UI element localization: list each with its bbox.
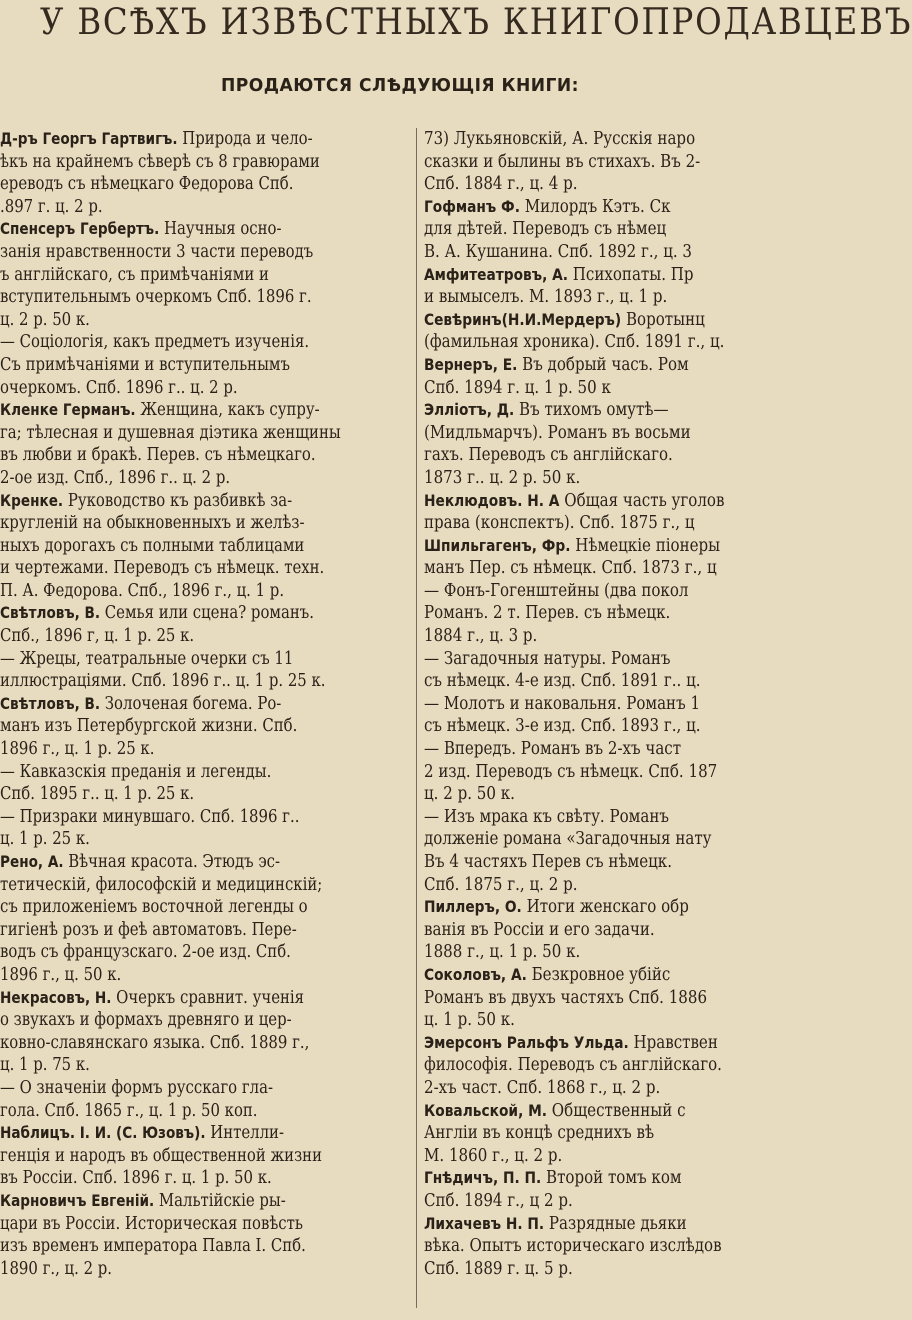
catalog-line xyxy=(424,490,747,513)
catalog-line xyxy=(0,354,350,377)
catalog-line xyxy=(0,625,350,648)
catalog-line xyxy=(424,535,747,558)
catalog-line xyxy=(424,1145,747,1168)
entry-text: Безкровное убійс xyxy=(526,964,671,985)
entry-text: 1896 г., ц. 50 к. xyxy=(0,964,122,985)
entry-text: Психопаты. Пр xyxy=(568,264,694,285)
entry-text: манъ изъ Петербургской жизни. Спб. xyxy=(0,716,298,737)
catalog-line xyxy=(0,490,350,513)
entry-text: въ любви и бракѣ. Перев. съ нѣмецкаго. xyxy=(0,445,316,466)
catalog-line xyxy=(424,173,747,196)
entry-text: съ нѣмецк. 3-е изд. Спб. 1893 г., ц. xyxy=(424,716,701,737)
catalog-line xyxy=(424,693,747,716)
catalog-line xyxy=(424,625,747,648)
entry-text: 2-ое изд. Спб., 1896 г.. ц. 2 р. xyxy=(0,467,231,488)
entry-text: изъ временъ императора Павла І. Спб. xyxy=(0,1236,306,1257)
entry-text: о звукахъ и формахъ древняго и цер- xyxy=(0,1010,292,1031)
catalog-line xyxy=(424,444,747,467)
entry-text: кругленій на обыкновенныхъ и желѣз- xyxy=(0,513,305,534)
catalog-line xyxy=(0,309,350,332)
author-name: Шпильгагенъ, Фр. xyxy=(424,535,571,555)
catalog-line xyxy=(0,738,350,761)
catalog-line xyxy=(0,828,350,851)
catalog-line xyxy=(424,964,747,987)
catalog-line xyxy=(424,987,747,1010)
catalog-line xyxy=(424,1077,747,1100)
catalog-line xyxy=(424,1032,747,1055)
catalog-line xyxy=(424,738,747,761)
author-name: Кренке. xyxy=(0,490,64,510)
entry-text: — Фонъ-Гогенштейны (два покол xyxy=(424,580,689,601)
entry-text: Спб. 1884 г., ц. 4 р. xyxy=(424,174,578,195)
entry-text: — Призраки минувшаго. Спб. 1896 г.. xyxy=(0,806,300,827)
author-name: Вернеръ, Е. xyxy=(424,354,518,374)
entry-text: Вѣчная красота. Этюдъ эс- xyxy=(63,852,281,872)
catalog-line xyxy=(0,851,350,874)
catalog-line xyxy=(0,1258,350,1281)
catalog-line xyxy=(0,557,350,580)
catalog-line xyxy=(424,309,747,332)
catalog-line xyxy=(424,377,747,400)
author-name: Наблицъ. І. И. (С. Юзовъ). xyxy=(0,1123,206,1143)
catalog-line xyxy=(0,399,350,422)
author-name: Севѣринъ(Н.И.Мердеръ) xyxy=(424,309,622,329)
entry-text: В. А. Кушанина. Спб. 1892 г., ц. 3 xyxy=(424,241,693,262)
catalog-line xyxy=(0,693,350,716)
entry-text: ц. 2 р. 50 к. xyxy=(424,784,515,805)
catalog-line xyxy=(0,648,350,671)
entry-text: Романъ въ двухъ частяхъ Спб. 1886 xyxy=(424,987,708,1008)
entry-text: ъ англійскаго, съ примѣчаніями и xyxy=(0,264,269,285)
catalog-line xyxy=(424,196,747,219)
entry-text: долженіе романа «Загадочныя нату xyxy=(424,829,712,850)
catalog-line xyxy=(424,783,747,806)
entry-text: ванія въ Россіи и его задачи. xyxy=(424,919,655,940)
page-header: У ВСѢХЪ ИЗВѢСТНЫХЪ КНИГОПРОДАВЦЕВЪ xyxy=(40,2,912,43)
entry-text: ѣкъ на крайнемъ сѣверѣ съ 8 гравюрами xyxy=(0,151,320,172)
entry-text: цари въ Россіи. Историческая повѣсть xyxy=(0,1213,303,1234)
catalog-line xyxy=(0,264,350,287)
catalog-line xyxy=(0,761,350,784)
catalog-line xyxy=(0,783,350,806)
catalog-line xyxy=(0,444,350,467)
catalog-line xyxy=(424,670,747,693)
entry-text: — О значеніи формъ русскаго гла- xyxy=(0,1077,273,1098)
catalog-line xyxy=(424,919,747,942)
entry-text: Спб. 1894 г., ц 2 р. xyxy=(424,1190,573,1211)
entry-text: гигіенѣ розъ и феѣ автоматовъ. Пере- xyxy=(0,919,297,940)
catalog-line xyxy=(0,173,350,196)
catalog-line xyxy=(0,1213,350,1236)
entry-text: — Жрецы, театральные очерки съ 11 xyxy=(0,648,294,669)
author-name: Ковальской, М. xyxy=(424,1100,548,1120)
catalog-line xyxy=(424,828,747,851)
catalog-line xyxy=(0,535,350,558)
entry-text: вступительнымъ очеркомъ Спб. 1896 г. xyxy=(0,287,312,308)
catalog-line xyxy=(424,218,747,241)
entry-text: Милордъ Кэтъ. Ск xyxy=(519,196,671,217)
entry-text: Спб. 1894 г. ц. 1 р. 50 к xyxy=(424,377,611,398)
entry-text: Спб., 1896 г, ц. 1 р. 25 к. xyxy=(0,626,195,647)
catalog-line xyxy=(424,851,747,874)
entry-text: Второй томъ ком xyxy=(541,1168,682,1189)
catalog-line xyxy=(424,1190,747,1213)
entry-text: Воротынц xyxy=(621,309,705,330)
entry-text: Съ примѣчаніями и вступительнымъ xyxy=(0,354,290,375)
catalog-line xyxy=(424,557,747,580)
entry-text: Женщина, какъ супру- xyxy=(135,400,320,421)
entry-text: Нравствен xyxy=(628,1032,718,1053)
entry-text: П. А. Федорова. Спб., 1896 г., ц. 1 р. xyxy=(0,580,285,601)
catalog-line xyxy=(0,1122,350,1145)
catalog-line xyxy=(424,422,747,445)
entry-text: Руководство къ разбивкѣ за- xyxy=(63,490,293,511)
entry-text: иллюстраціями. Спб. 1896 г.. ц. 1 р. 25 к. xyxy=(0,671,326,692)
author-name: Д-ръ Георгъ Гартвигъ. xyxy=(0,129,178,148)
catalog-line xyxy=(424,874,747,897)
entry-text: 1888 г., ц. 1 р. 50 к. xyxy=(424,942,581,963)
entry-text: занія нравственности 3 части переводъ xyxy=(0,241,314,262)
author-name: Свѣтловъ, В. xyxy=(0,693,101,713)
author-name: Лихачевъ Н. П. xyxy=(424,1213,545,1233)
entry-text: манъ Пер. съ нѣмецк. Спб. 1873 г., ц xyxy=(424,558,717,579)
catalog-line xyxy=(0,377,350,400)
entry-text: 1873 г.. ц. 2 р. 50 к. xyxy=(424,467,581,488)
column-divider xyxy=(416,128,417,1308)
entry-text: 1884 г., ц. 3 р. xyxy=(424,626,538,647)
entry-text: Разрядные дьяки xyxy=(544,1213,687,1234)
entry-text: Въ 4 частяхъ Перев съ нѣмецк. xyxy=(424,852,673,872)
author-name: Амфитеатровъ, А. xyxy=(424,264,569,284)
catalog-line xyxy=(0,286,350,309)
entry-text: очеркомъ. Спб. 1896 г.. ц. 2 р. xyxy=(0,377,238,398)
entry-text: — Загадочныя натуры. Романъ xyxy=(424,648,671,669)
catalog-line xyxy=(0,1167,350,1190)
entry-text: Романъ. 2 т. Перев. съ нѣмецк. xyxy=(424,603,671,624)
entry-text: (фамильная хроника). Спб. 1891 г., ц. xyxy=(424,332,725,353)
catalog-line xyxy=(0,919,350,942)
catalog-line xyxy=(424,896,747,919)
catalog-line xyxy=(424,715,747,738)
catalog-line xyxy=(0,196,350,219)
author-name: Кленке Германъ. xyxy=(0,400,136,420)
author-name: Некрасовъ, Н. xyxy=(0,987,112,1007)
catalog-line xyxy=(0,1190,350,1213)
catalog-line xyxy=(424,512,747,535)
entry-text: Въ тихомъ омутѣ— xyxy=(514,400,669,421)
entry-text: гахъ. Переводъ съ англійскаго. xyxy=(424,445,673,466)
entry-text: га; тѣлесная и душевная діэтика женщины xyxy=(0,422,341,443)
entry-text: Общая часть уголов xyxy=(559,490,725,511)
entry-text: ереводъ съ нѣмецкаго Федорова Спб. xyxy=(0,174,294,195)
catalog-line xyxy=(0,1235,350,1258)
catalog-line xyxy=(424,1167,747,1190)
catalog-line xyxy=(424,1258,747,1281)
entry-text: съ нѣмецк. 4-е изд. Спб. 1891 г.. ц. xyxy=(424,671,701,692)
entry-text: ц. 1 р. 25 к. xyxy=(0,829,90,850)
catalog-line xyxy=(424,1009,747,1032)
catalog-line xyxy=(0,331,350,354)
entry-text: въ Россіи. Спб. 1896 г. ц. 1 р. 50 к. xyxy=(0,1168,272,1189)
catalog-line xyxy=(424,1054,747,1077)
catalog-line xyxy=(0,941,350,964)
entry-text: Въ добрый часъ. Ром xyxy=(517,354,689,375)
catalog-line xyxy=(424,602,747,625)
entry-text: вѣка. Опытъ историческаго изслѣдов xyxy=(424,1236,722,1257)
catalog-line xyxy=(424,128,747,151)
entry-text: — Молотъ и наковальня. Романъ 1 xyxy=(424,693,701,714)
entry-text: съ приложеніемъ восточной легенды о xyxy=(0,897,308,918)
catalog-line xyxy=(424,151,747,174)
entry-text: тетическій, философскій и медицинскій; xyxy=(0,874,323,895)
right-column xyxy=(424,128,800,1320)
entry-text: — Соціологія, какъ предметъ изученія. xyxy=(0,332,310,353)
catalog-line xyxy=(0,1145,350,1168)
entry-text: сказки и былины въ стихахъ. Въ 2- xyxy=(424,151,701,172)
catalog-line xyxy=(0,874,350,897)
catalog-line xyxy=(0,896,350,919)
entry-text: ныхъ дорогахъ съ полными таблицами xyxy=(0,535,305,556)
catalog-line xyxy=(424,761,747,784)
entry-text: водъ съ французскаго. 2-ое изд. Спб. xyxy=(0,942,291,963)
catalog-line xyxy=(424,1100,747,1123)
author-name: Элліотъ, Д. xyxy=(424,400,515,420)
entry-text: гола. Спб. 1865 г., ц. 1 р. 50 коп. xyxy=(0,1100,258,1121)
author-name: Соколовъ, А. xyxy=(424,964,527,984)
catalog-line xyxy=(424,941,747,964)
catalog-line xyxy=(424,1213,747,1236)
catalog-line xyxy=(424,399,747,422)
entry-text: Спб. 1889 г. ц. 5 р. xyxy=(424,1258,573,1279)
catalog-line xyxy=(424,354,747,377)
author-name: Карновичъ Евгеній. xyxy=(0,1190,155,1210)
entry-text: Природа и чело- xyxy=(177,129,313,149)
catalog-line xyxy=(0,422,350,445)
entry-text: Семья или сцена? романъ. xyxy=(100,603,314,624)
catalog-line xyxy=(0,1054,350,1077)
catalog-line xyxy=(0,964,350,987)
entry-text: (Мидльмарчъ). Романъ въ восьми xyxy=(424,422,691,443)
catalog-line xyxy=(0,467,350,490)
entry-text: Нѣмецкіе піонеры xyxy=(570,535,721,556)
entry-text: — Изъ мрака къ свѣту. Романъ xyxy=(424,806,669,827)
catalog-line xyxy=(424,467,747,490)
entry-text: Итоги женскаго обр xyxy=(521,897,689,918)
author-name: Эмерсонъ Ральфъ Ульда. xyxy=(424,1032,629,1052)
catalog-line xyxy=(424,1122,747,1145)
entry-text: 73) Лукьяновскій, А. Русскія наро xyxy=(424,129,696,149)
entry-text: Общественный с xyxy=(547,1100,686,1121)
author-name: Рено, А. xyxy=(0,852,64,871)
catalog-line xyxy=(0,987,350,1010)
catalog-line xyxy=(424,331,747,354)
catalog-line xyxy=(0,1077,350,1100)
entry-text: .897 г. ц. 2 р. xyxy=(0,196,103,217)
entry-text: Очеркъ сравнит. ученія xyxy=(111,987,305,1008)
catalog-line xyxy=(0,602,350,625)
entry-text: Спб. 1895 г.. ц. 1 р. 25 к. xyxy=(0,784,195,805)
catalog-line xyxy=(424,1235,747,1258)
entry-text: Интелли- xyxy=(205,1123,285,1144)
catalog-line xyxy=(424,241,747,264)
entry-text: — Впередъ. Романъ въ 2-хъ част xyxy=(424,739,682,760)
catalog-line xyxy=(0,512,350,535)
catalog-line xyxy=(0,151,350,174)
entry-text: и чертежами. Переводъ съ нѣмецк. техн. xyxy=(0,558,325,579)
entry-text: М. 1860 г., ц. 2 р. xyxy=(424,1145,563,1166)
catalog-line xyxy=(0,1100,350,1123)
entry-text: Спб. 1875 г., ц. 2 р. xyxy=(424,874,578,895)
catalog-line xyxy=(424,580,747,603)
entry-text: и вымыселъ. М. 1893 г., ц. 1 р. xyxy=(424,287,668,308)
entry-text: генція и народъ въ общественной жизни xyxy=(0,1145,323,1166)
catalog-line xyxy=(0,218,350,241)
entry-text: 1890 г., ц. 2 р. xyxy=(0,1258,113,1279)
entry-text: ц. 1 р. 75 к. xyxy=(0,1055,90,1076)
catalog-line xyxy=(424,286,747,309)
entry-text: ц. 2 р. 50 к. xyxy=(0,309,90,330)
entry-text: — Кавказскія преданія и легенды. xyxy=(0,761,272,782)
catalog-line xyxy=(0,670,350,693)
author-name: Неклюдовъ. Н. А xyxy=(424,490,560,510)
entry-text: 1896 г., ц. 1 р. 25 к. xyxy=(0,739,155,760)
entry-text: 2-хъ част. Спб. 1868 г., ц. 2 р. xyxy=(424,1077,661,1098)
entry-text: Золоченая богема. Ро- xyxy=(100,693,282,714)
catalog-line xyxy=(0,580,350,603)
entry-text: ц. 1 р. 50 к. xyxy=(424,1010,515,1031)
catalog-line xyxy=(424,264,747,287)
catalog-line xyxy=(0,241,350,264)
entry-text: Мальтійскіе ры- xyxy=(154,1190,286,1211)
entry-text: права (конспектъ). Спб. 1875 г., ц xyxy=(424,513,695,534)
entry-text: Научныя осно- xyxy=(159,219,282,240)
section-subtitle: ПРОДАЮТСЯ СЛѢДУЮЩІЯ КНИГИ: xyxy=(220,75,580,96)
author-name: Свѣтловъ, В. xyxy=(0,603,101,623)
catalog-line xyxy=(0,715,350,738)
entry-text: философія. Переводъ съ англійскаго. xyxy=(424,1055,722,1076)
catalog-line xyxy=(424,648,747,671)
author-name: Спенсеръ Гербертъ. xyxy=(0,219,160,239)
author-name: Гофманъ Ф. xyxy=(424,196,520,216)
author-name: Гнѣдичъ, П. П. xyxy=(424,1168,542,1188)
catalog-line xyxy=(0,1009,350,1032)
entry-text: ковно-славянскаго языка. Спб. 1889 г., xyxy=(0,1032,310,1053)
catalog-line xyxy=(424,806,747,829)
left-column xyxy=(0,128,412,1320)
entry-text: для дѣтей. Переводъ съ нѣмец xyxy=(424,219,667,240)
catalog-line xyxy=(0,806,350,829)
catalog-line xyxy=(0,128,350,151)
entry-text: 2 изд. Переводъ съ нѣмецк. Спб. 187 xyxy=(424,761,718,782)
catalog-line xyxy=(0,1032,350,1055)
author-name: Пиллеръ, О. xyxy=(424,897,522,917)
entry-text: Англіи въ концѣ среднихъ вѣ xyxy=(424,1123,655,1144)
